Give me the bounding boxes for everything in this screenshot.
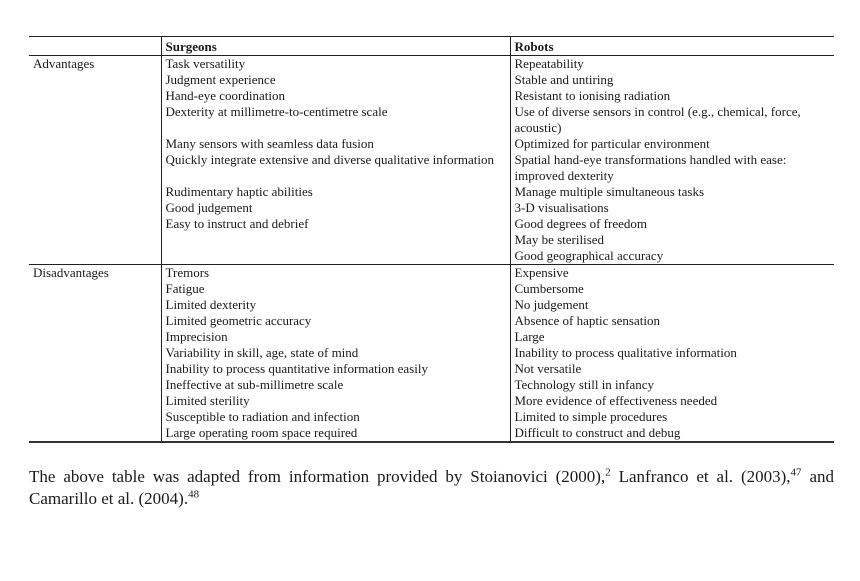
caption-text-3: and Camarillo et al. (2004). [29,467,835,508]
group-label: Disadvantages [33,265,109,280]
cell-robots: Optimized for particular environment [510,136,834,152]
group-label-empty [29,377,161,393]
group-label-empty [29,329,161,345]
group-label-empty [29,409,161,425]
cell-surgeons: Large operating room space required [161,425,510,442]
table-row [29,297,834,313]
group-label: Advantages [33,56,95,71]
table-row [29,200,834,216]
cell-surgeons: Quickly integrate extensive and diverse qualitative information [161,152,510,184]
table-row [29,56,834,73]
table-body [29,56,834,443]
table-row [29,425,834,442]
cell-surgeons: Tremors [161,265,510,282]
cell-surgeons: Susceptible to radiation and infection [161,409,510,425]
group-label-empty [29,152,161,184]
group-label-empty [29,184,161,200]
group-label-empty [29,136,161,152]
comparison-table [29,36,834,443]
table-row [29,377,834,393]
caption-text-2: Lanfranco et al. (2003), [610,467,791,486]
group-label-empty [29,216,161,232]
table-row [29,136,834,152]
cell-surgeons: Limited sterility [161,393,510,409]
group-label-empty [29,232,161,248]
cell-surgeons: Rudimentary haptic abilities [161,184,510,200]
table-row [29,393,834,409]
table-header-row [29,37,834,56]
table-row [29,345,834,361]
cell-surgeons: Inability to process quantitative information easily [161,361,510,377]
caption-ref-1: 2 [605,466,611,479]
caption-ref-2: 47 [790,466,802,479]
group-label-empty [29,297,161,313]
cell-robots: Inability to process qualitative information [510,345,834,361]
cell-robots: Spatial hand-eye transformations handled with ease: improved dexterity [510,152,834,184]
table-row [29,184,834,200]
table-caption [29,466,834,510]
table-row [29,232,834,248]
table-row [29,265,834,282]
cell-surgeons: Dexterity at millimetre-to-centimetre scale [161,104,510,136]
cell-robots: May be sterilised [510,232,834,248]
cell-robots: Stable and untiring [510,72,834,88]
cell-robots: More evidence of effectiveness needed [510,393,834,409]
cell-surgeons: Judgment experience [161,72,510,88]
cell-robots: Repeatability [510,56,834,73]
group-label-empty [29,104,161,136]
table-row [29,216,834,232]
cell-surgeons: Limited geometric accuracy [161,313,510,329]
caption-ref-3: 48 [188,488,200,501]
table-row [29,409,834,425]
cell-robots: Cumbersome [510,281,834,297]
table-row [29,88,834,104]
cell-surgeons: Limited dexterity [161,297,510,313]
cell-robots: No judgement [510,297,834,313]
table-row [29,313,834,329]
group-label-empty [29,200,161,216]
cell-surgeons: Task versatility [161,56,510,73]
cell-robots: Manage multiple simultaneous tasks [510,184,834,200]
group-label-empty [29,361,161,377]
cell-robots: Large [510,329,834,345]
cell-robots: Technology still in infancy [510,377,834,393]
cell-surgeons: Many sensors with seamless data fusion [161,136,510,152]
cell-surgeons: Hand-eye coordination [161,88,510,104]
cell-robots: Limited to simple procedures [510,409,834,425]
cell-robots: Good geographical accuracy [510,248,834,265]
cell-surgeons [161,232,510,248]
cell-surgeons [161,248,510,265]
cell-surgeons: Fatigue [161,281,510,297]
cell-robots: Difficult to construct and debug [510,425,834,442]
header-surgeons: Surgeons [161,37,510,56]
group-label-empty [29,281,161,297]
table-row [29,329,834,345]
group-label-empty [29,345,161,361]
table-row [29,72,834,88]
group-label-empty [29,313,161,329]
cell-robots: Resistant to ionising radiation [510,88,834,104]
cell-robots: 3-D visualisations [510,200,834,216]
group-label-empty [29,248,161,265]
cell-robots: Not versatile [510,361,834,377]
group-label-empty [29,88,161,104]
table-row [29,361,834,377]
header-empty [29,37,161,56]
table-row [29,281,834,297]
cell-robots: Absence of haptic sensation [510,313,834,329]
cell-surgeons: Easy to instruct and debrief [161,216,510,232]
group-label-empty [29,72,161,88]
group-label-empty [29,425,161,442]
cell-robots: Use of diverse sensors in control (e.g., chemical, force, acoustic) [510,104,834,136]
table-row [29,104,834,136]
cell-robots: Expensive [510,265,834,282]
cell-surgeons: Variability in skill, age, state of mind [161,345,510,361]
cell-surgeons: Imprecision [161,329,510,345]
caption-text-1: The above table was adapted from information provided by Stoianovici (2000), [29,467,606,486]
group-label-empty [29,393,161,409]
table-row [29,152,834,184]
cell-robots: Good degrees of freedom [510,216,834,232]
cell-surgeons: Ineffective at sub-millimetre scale [161,377,510,393]
header-robots: Robots [510,37,834,56]
table-row [29,248,834,265]
cell-surgeons: Good judgement [161,200,510,216]
